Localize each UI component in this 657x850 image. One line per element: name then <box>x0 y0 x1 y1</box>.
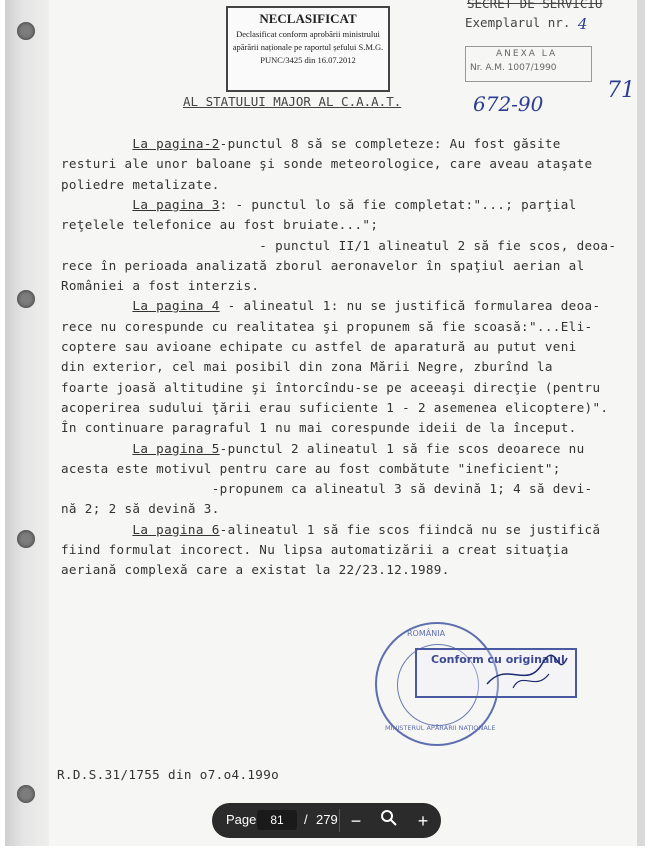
conform-text: Conform cu originalul <box>431 653 565 666</box>
line-text: -alineatul 1 să fie scos fiindcă nu se justifică <box>219 521 601 537</box>
minus-icon: − <box>350 811 362 831</box>
stamp-title: NECLASIFICAT <box>259 11 357 26</box>
line-text: reţelele telefonice au fost bruiate..."; <box>61 217 379 233</box>
magnifier-icon <box>380 809 398 827</box>
page-reference: La pagina 3 <box>132 196 220 212</box>
punch-hole <box>17 22 35 40</box>
zoom-in-button[interactable] <box>410 808 436 834</box>
page-separator: / <box>304 812 308 827</box>
body-line <box>61 339 577 354</box>
zoom-reset-button[interactable] <box>376 808 402 834</box>
page-reference: La pagina-2 <box>132 136 220 151</box>
body-line <box>61 461 561 476</box>
stamp-line: apărării naționale pe raportul șefului S.M.G. <box>232 42 384 52</box>
body-line <box>61 522 600 537</box>
line-text: -propunem ca alineatul 3 să devină 1; 4 să devi- <box>61 481 593 497</box>
annex-label: ANEXA LA <box>496 49 558 59</box>
body-line <box>61 156 592 171</box>
declassification-stamp <box>226 6 390 92</box>
seal-text: ROMÂNIA <box>407 629 446 638</box>
line-text: -punctul 2 alineatul 1 să fie scos deoarece nu <box>219 440 585 456</box>
handwritten-reference: 672-90 <box>473 92 544 116</box>
body-line <box>61 298 600 313</box>
line-text: - punctul II/1 alineatul 2 să fie scos, deoa- <box>61 237 617 253</box>
stamp-line: PUNC/3425 din 16.07.2012 <box>260 55 356 65</box>
secret-marking: SECRET DE SERVICIU <box>467 0 603 11</box>
body-line <box>61 562 450 577</box>
body-line <box>61 197 577 212</box>
annex-stamp <box>465 46 592 82</box>
body-line <box>61 177 220 192</box>
document-page <box>5 0 645 846</box>
body-line <box>61 278 259 293</box>
total-pages: 279 <box>316 812 338 827</box>
zoom-out-button[interactable] <box>343 808 369 834</box>
annex-ref: Nr. A.M. 1007/1990 <box>470 63 557 73</box>
body-line <box>61 319 592 334</box>
signature-icon <box>417 650 575 696</box>
body-line <box>61 136 561 151</box>
page-label: Page <box>226 812 257 827</box>
exemplar-number: 4 <box>577 15 588 33</box>
punch-hole <box>17 530 35 548</box>
line-text: acesta este motivul pentru care au fost combătute "ineficient"; <box>61 460 561 476</box>
body-line <box>61 380 600 395</box>
line-text: nă 2; 2 să devină 3. <box>61 501 220 517</box>
line-text: : - punctul lo să fie completat:"...; parţial <box>219 196 577 212</box>
toolbar-divider <box>339 809 340 832</box>
page-reference: La pagina 4 <box>132 298 220 314</box>
page-number-input[interactable]: 81 <box>257 810 297 830</box>
body-line <box>61 542 569 557</box>
footer-reference: R.D.S.31/1755 din o7.o4.199o <box>57 767 280 782</box>
line-text: din exterior, cel mai posibil din zona Mării Negre, zburînd la <box>61 359 553 375</box>
handwritten-corner-number: 71 <box>607 78 635 103</box>
line-text: poliedre metalizate. <box>61 176 220 192</box>
line-text: aeriană complexă care a existat la 22/23.12.1989. <box>61 562 450 578</box>
organization-header: AL STATULUI MAJOR AL C.A.A.T. <box>183 94 402 109</box>
punch-hole <box>17 785 35 803</box>
plus-icon: + <box>417 811 429 831</box>
punch-hole <box>17 290 35 308</box>
body-line <box>61 420 577 435</box>
body-line <box>61 258 585 273</box>
page-reference: La pagina 6 <box>132 521 220 537</box>
line-text: -punctul 8 să se completeze: Au fost găsite <box>219 136 561 151</box>
conform-stamp <box>415 648 577 698</box>
line-text: rece nu corespunde cu realitatea şi propunem să fie scoasă:"...Eli- <box>61 318 593 334</box>
page-edge <box>637 0 645 846</box>
pdf-toolbar <box>212 803 441 838</box>
line-text: României a fost interzis. <box>61 278 260 294</box>
body-line <box>61 400 608 415</box>
line-text: foarte joasă altitudine şi întorcîndu-se pe aceeaşi direcţie (pentru <box>61 379 601 395</box>
line-text: În continuare paragraful 1 nu mai corespunde ideii de la început. <box>61 420 577 436</box>
line-text: - alineatul 1: nu se justifică formularea deoa- <box>219 298 601 314</box>
body-line <box>61 441 585 456</box>
binding-edge <box>5 0 49 846</box>
stamp-line: Declasificat conform aprobării ministrului <box>236 29 380 39</box>
line-text: coptere sau avioane echipate cu astfel de aparatură au putut veni <box>61 339 577 354</box>
exemplar-label: Exemplarul nr. 4 <box>465 15 588 33</box>
line-text: resturi ale unor baloane şi sonde meteorologice, care aveau ataşate <box>61 156 593 172</box>
body-line <box>61 217 378 232</box>
body-line <box>61 481 592 496</box>
body-line <box>61 238 616 253</box>
line-text: fiind formulat incorect. Nu lipsa automatizării a creat situaţia <box>61 542 569 557</box>
body-line <box>61 359 553 374</box>
line-text: acoperirea sudului ţării erau suficiente 1 - 2 asemenea elicoptere)". <box>61 399 609 415</box>
seal-text: MINISTERUL APĂRĂRII NAȚIONALE <box>385 724 496 732</box>
page-reference: La pagina 5 <box>132 440 220 456</box>
body-line <box>61 501 220 516</box>
line-text: rece în perioada analizată zborul aeronavelor în spaţiul aerian al <box>61 257 585 273</box>
